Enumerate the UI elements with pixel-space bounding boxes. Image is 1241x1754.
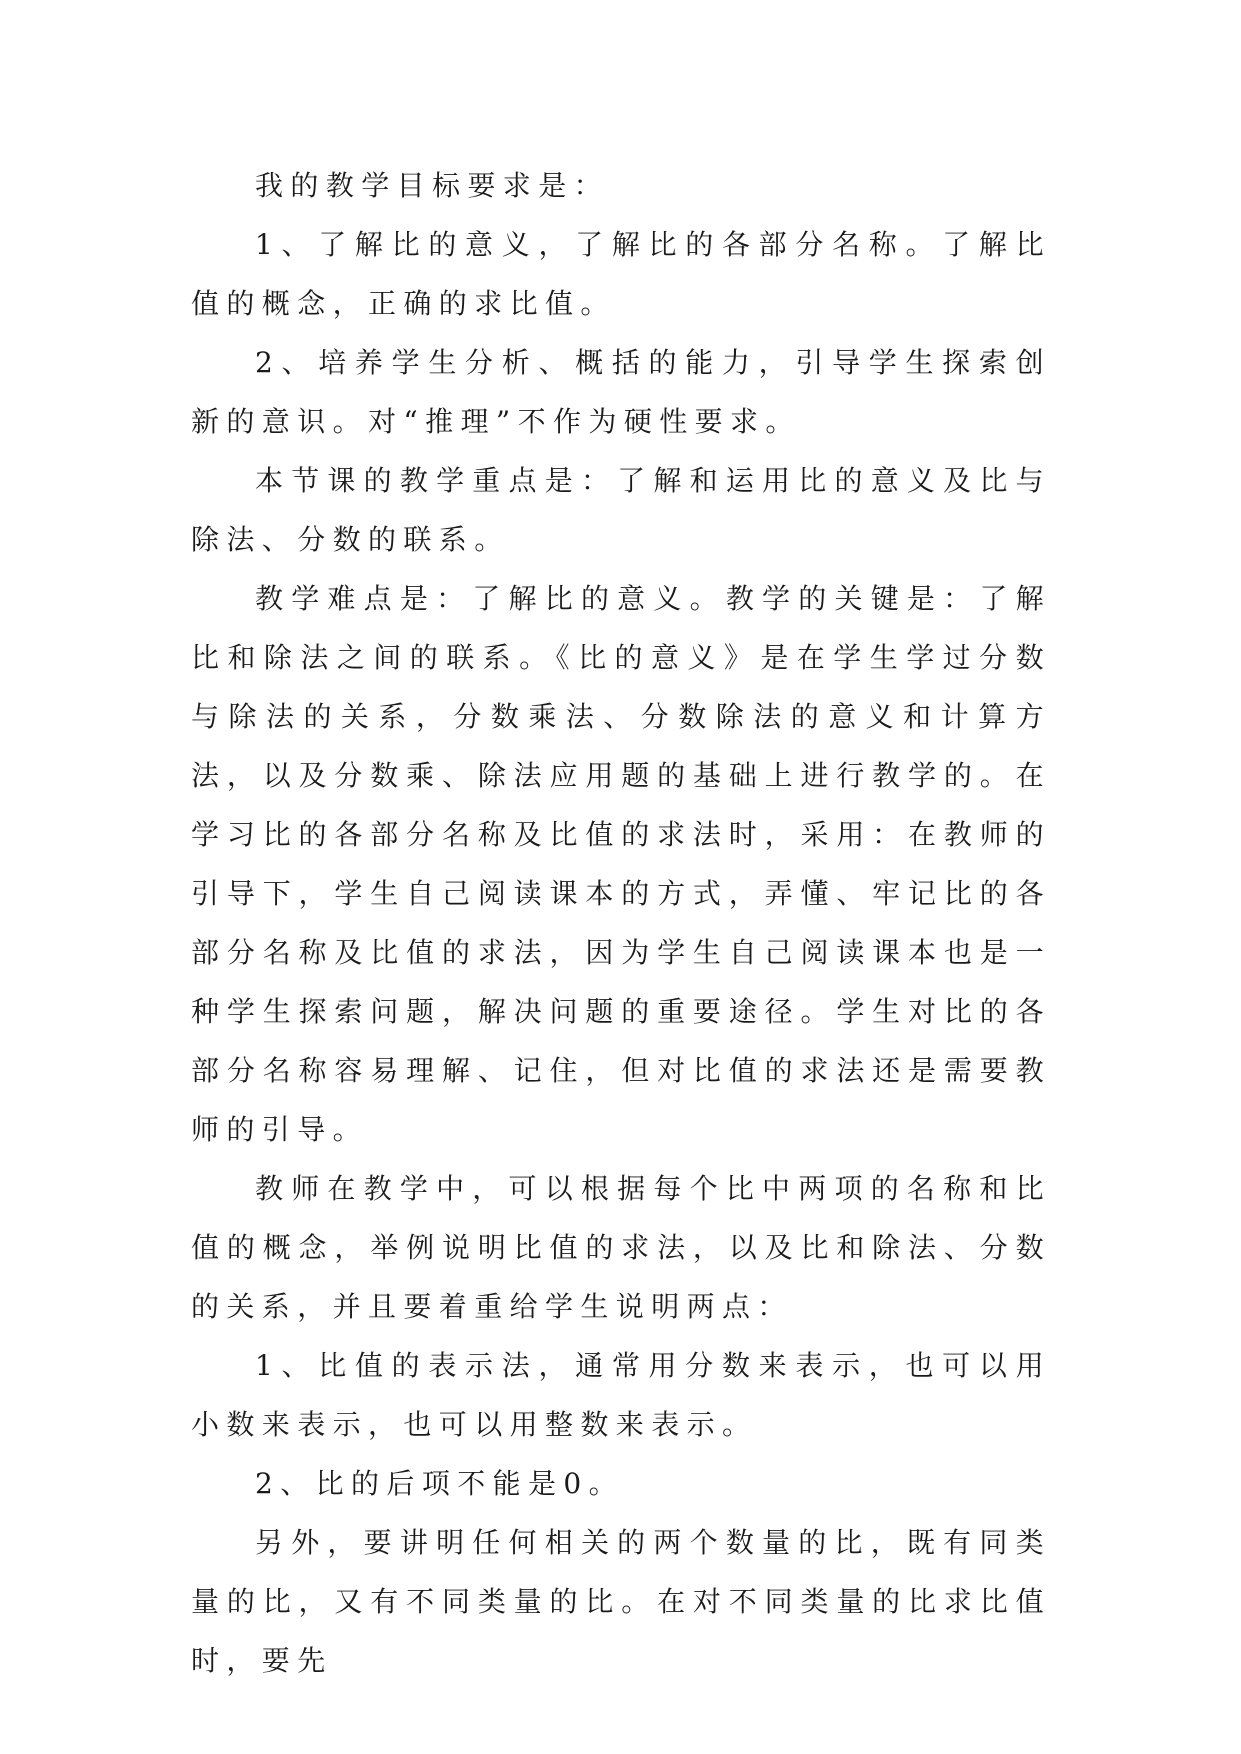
paragraph-difficulty: 教学难点是：了解比的意义。教学的关键是：了解比和除法之间的联系。《比的意义》是在学生学过分数与除法的关系，分数乘法、分数除法的意义和计算方法，以及分数乘、除法应用题的基础上进行教学的。在学习比的各部分名称及比值的求法时，采用：在教师的引导下，学生自己阅读课本的方式，弄懂、牢记比的各部分名称及比值的求法，因为学生自己阅读课本也是一种学生探索问题，解决问题的重要途径。学生对比的各部分名称容易理解、记住，但对比值的求法还是需要教师的引导。: [191, 582, 1051, 1146]
paragraph-goal-2: 2、培养学生分析、概括的能力，引导学生探索创新的意识。对“推理”不作为硬性要求。: [191, 346, 1051, 438]
paragraph-key-point: 本节课的教学重点是：了解和运用比的意义及比与除法、分数的联系。: [191, 464, 1051, 556]
paragraph-point-1: 1、比值的表示法，通常用分数来表示，也可以用小数来表示，也可以用整数来表示。: [191, 1349, 1051, 1441]
paragraph-teaching-goals-heading: 我的教学目标要求是：: [255, 169, 610, 202]
paragraph-additional: 另外，要讲明任何相关的两个数量的比，既有同类量的比，又有不同类量的比。在对不同类量的比求比值时，要先: [191, 1526, 1051, 1677]
paragraph-point-2: 2、比的后项不能是0。: [255, 1467, 625, 1500]
document-body: [191, 156, 1051, 1690]
paragraph-teacher-guidance: 教师在教学中，可以根据每个比中两项的名称和比值的概念，举例说明比值的求法，以及比和除法、分数的关系，并且要着重给学生说明两点：: [191, 1172, 1051, 1323]
paragraph-goal-1: 1、了解比的意义，了解比的各部分名称。了解比值的概念，正确的求比值。: [191, 228, 1051, 320]
